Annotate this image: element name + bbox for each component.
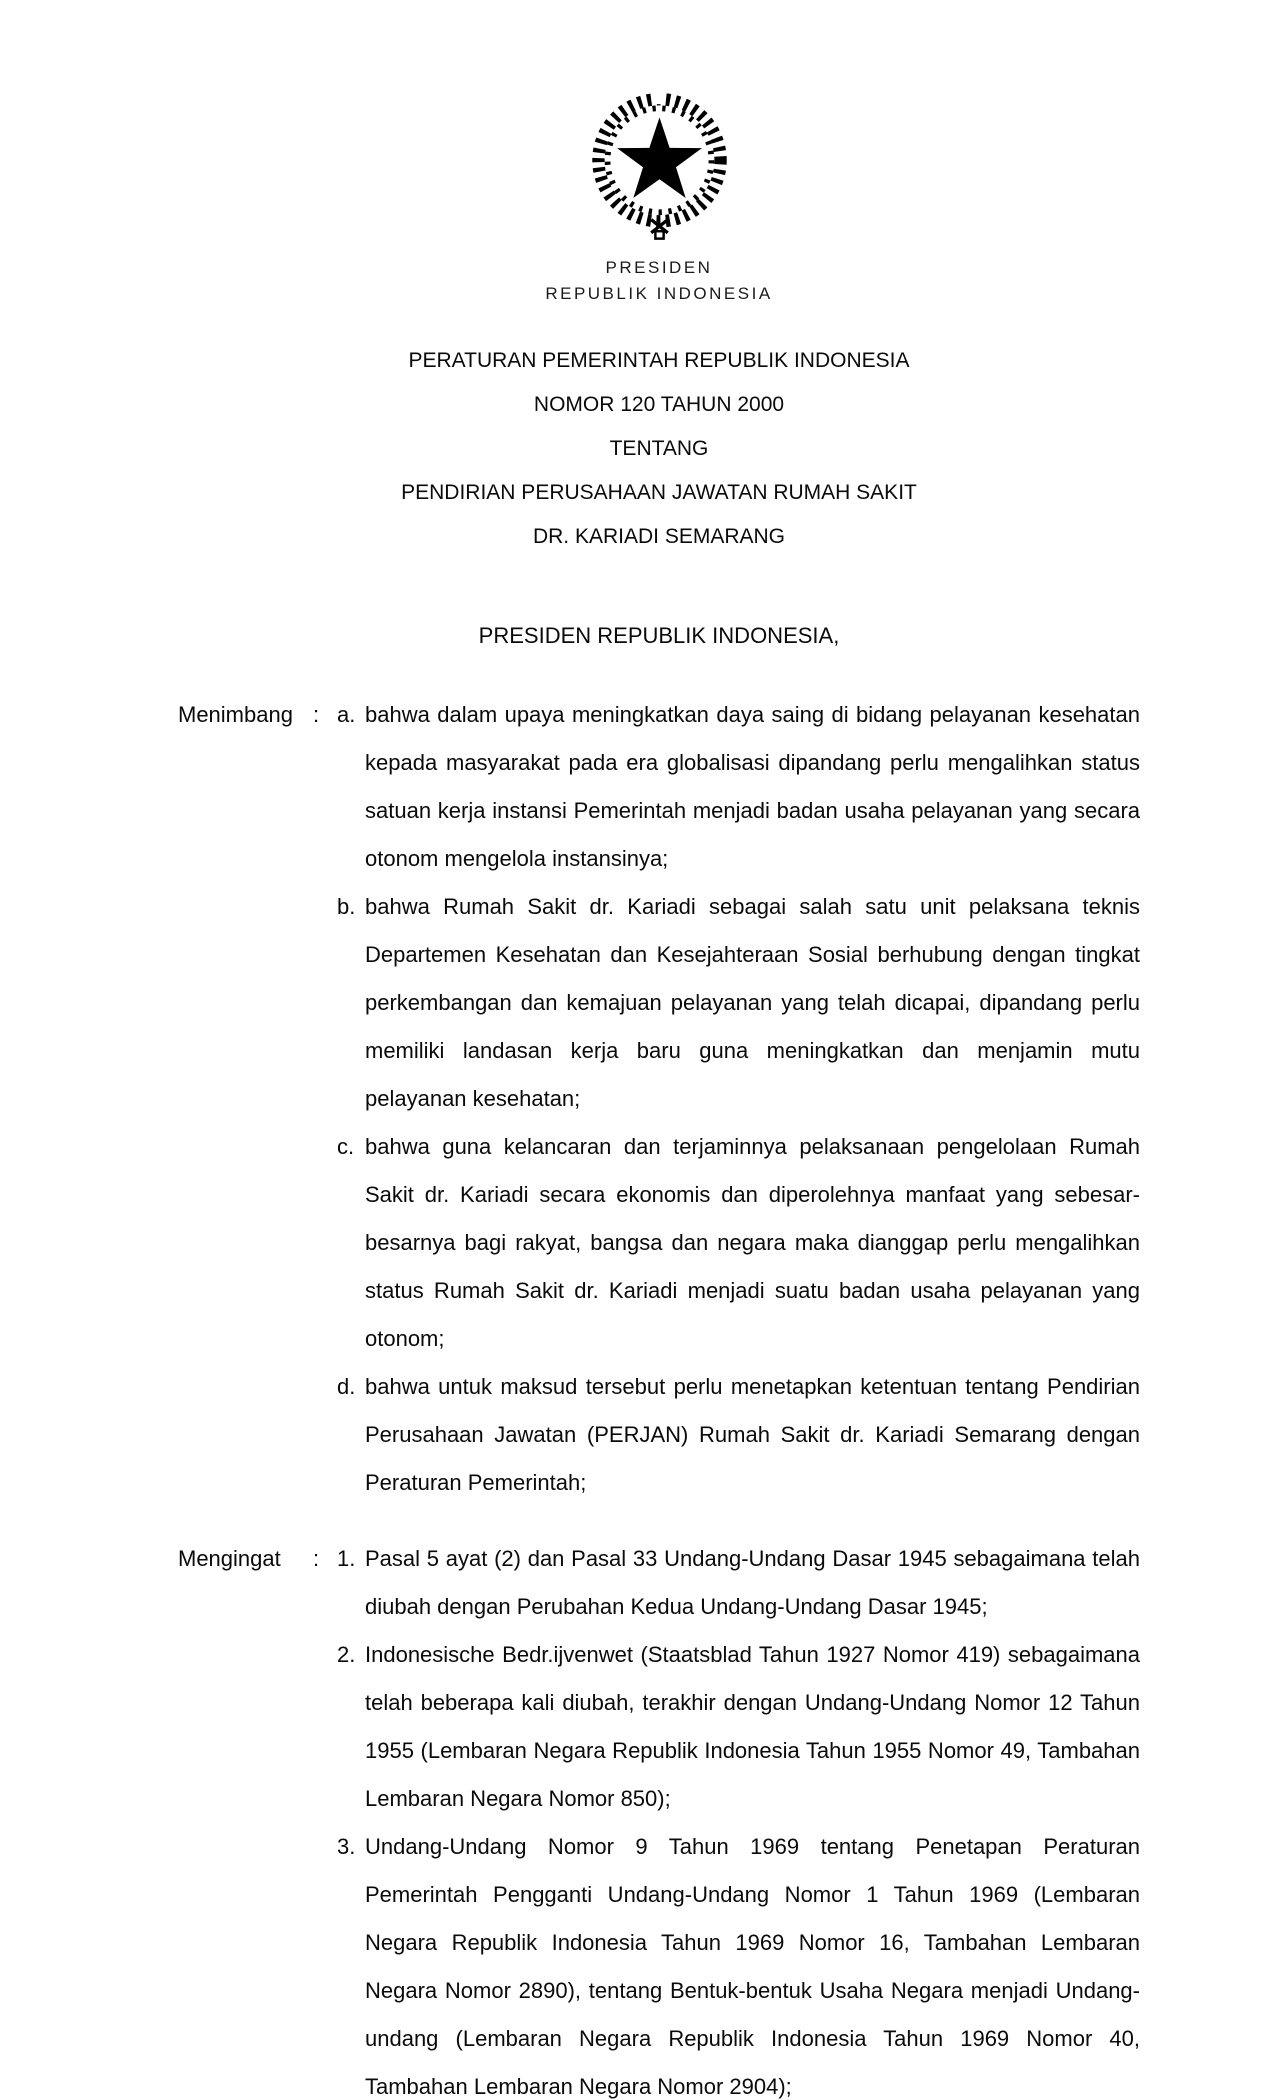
list-item-text: Undang-Undang Nomor 9 Tahun 1969 tentang Penetapan Peraturan Pemerintah Pengganti Undang-Undang Nomor 1 Tahun 1969 (Lembaran Negara Republik Indonesia Tahun 1969 Nomor 16, Tambahan Lembaran Negara Nomor 2890), tentang Bentuk-bentuk Usaha Negara menjadi Undang-undang (Lembaran Negara Republik Indonesia Tahun 1969 Nomor 40, Tambahan Lembaran Negara Nomor 2904);: [365, 1833, 1140, 2099]
title-line-kariadi: DR. KARIADI SEMARANG: [532, 524, 786, 548]
list-marker: d.: [337, 1373, 356, 1399]
list-item-3: [337, 1823, 1140, 2100]
section-mengingat: [178, 1535, 1140, 2100]
menimbang-items: [337, 691, 1140, 1507]
list-item-c: [337, 1123, 1140, 1363]
list-item-1: [337, 1535, 1140, 1631]
list-marker: a.: [337, 701, 356, 727]
list-item-text: Pasal 5 ayat (2) dan Pasal 33 Undang-Undang Dasar 1945 sebagaimana telah diubah dengan Perubahan Kedua Undang-Undang Dasar 1945;: [365, 1545, 1140, 1619]
letterhead-line-presiden: PRESIDEN: [605, 257, 713, 277]
list-marker: 1.: [337, 1545, 356, 1571]
list-item-text: bahwa Rumah Sakit dr. Kariadi sebagai salah satu unit pelaksana teknis Departemen Kesehatan dan Kesejahteraan Sosial berhubung dengan tingkat perkembangan dan kemajuan pelayanan yang telah dicapai, dipandang perlu memiliki landasan kerja baru guna meningkatkan dan menjamin mutu pelayanan kesehatan;: [365, 893, 1140, 1111]
section-colon: :: [313, 1545, 320, 1571]
presidential-emblem: [577, 86, 742, 243]
list-marker: 3.: [337, 1833, 356, 1859]
section-colon: :: [313, 701, 320, 727]
list-marker: c.: [337, 1133, 355, 1159]
letterhead-line-republik-indonesia: REPUBLIK INDONESIA: [545, 283, 773, 303]
list-marker: 2.: [337, 1641, 356, 1667]
document-title-block: [178, 339, 1140, 559]
list-item-b: [337, 883, 1140, 1123]
mengingat-items: [337, 1535, 1140, 2100]
list-item-text: bahwa dalam upaya meningkatkan daya saing di bidang pelayanan kesehatan kepada masyarakat pada era globalisasi dipandang perlu mengalihkan status satuan kerja instansi Pemerintah menjadi badan usaha pelayanan yang secara otonom mengelola instansinya;: [365, 701, 1140, 871]
star-icon: [617, 117, 702, 198]
title-line-pendirian: PENDIRIAN PERUSAHAAN JAWATAN RUMAH SAKIT: [401, 480, 917, 504]
star-wreath-icon: [577, 86, 742, 243]
title-line-nomor: NOMOR 120 TAHUN 2000: [533, 392, 785, 416]
list-item-text: bahwa guna kelancaran dan terjaminnya pelaksanaan pengelolaan Rumah Sakit dr. Kariadi secara ekonomis dan diperolehnya manfaat yang sebesar-besarnya bagi rakyat, bangsa dan negara maka dianggap perlu mengalihkan status Rumah Sakit dr. Kariadi menjadi suatu badan usaha pelayanan yang otonom;: [365, 1133, 1140, 1351]
title-line-peraturan: PERATURAN PEMERINTAH REPUBLIK INDONESIA: [408, 348, 910, 372]
list-item-2: [337, 1631, 1140, 1823]
title-line-tentang: TENTANG: [609, 436, 709, 460]
list-item-text: Indonesische Bedr.ijvenwet (Staatsblad Tahun 1927 Nomor 419) sebagaimana telah beberapa kali diubah, terakhir dengan Undang-Undang Nomor 12 Tahun 1955 (Lembaran Negara Republik Indonesia Tahun 1955 Nomor 49, Tambahan Lembaran Negara Nomor 850);: [365, 1641, 1140, 1811]
letterhead: [178, 255, 1140, 307]
section-label-mengingat: Mengingat: [178, 1545, 281, 1571]
section-label-menimbang: Menimbang: [178, 701, 293, 727]
preamble-presiden-republik-indonesia: PRESIDEN REPUBLIK INDONESIA,: [478, 622, 840, 648]
list-item-text: bahwa untuk maksud tersebut perlu menetapkan ketentuan tentang Pendirian Perusahaan Jawatan (PERJAN) Rumah Sakit dr. Kariadi Semarang dengan Peraturan Pemerintah;: [365, 1373, 1140, 1495]
list-item-a: [337, 691, 1140, 883]
list-marker: b.: [337, 893, 356, 919]
section-menimbang: [178, 691, 1140, 1507]
list-item-d: [337, 1363, 1140, 1507]
